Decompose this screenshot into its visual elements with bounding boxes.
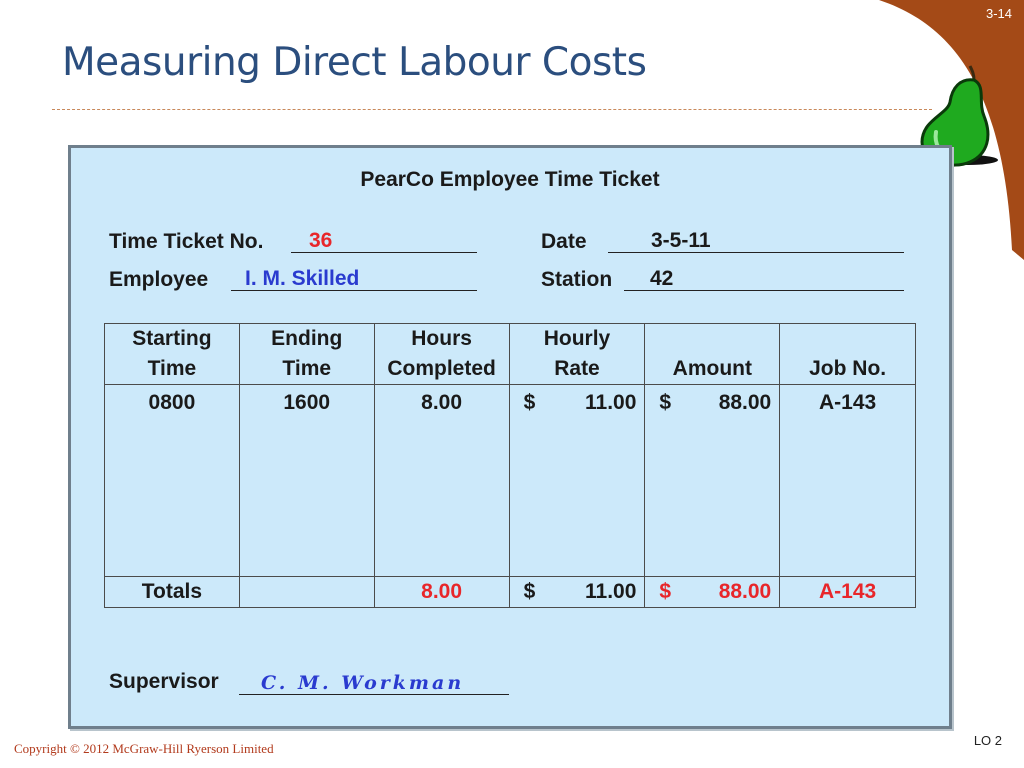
- slide-number: 3-14: [985, 6, 1012, 21]
- date-field: [608, 230, 904, 253]
- ticket-no-label: Time Ticket No.: [109, 230, 264, 253]
- slide-title: Measuring Direct Labour Costs: [62, 40, 647, 85]
- date-value: 3-5-11: [651, 229, 711, 252]
- employee-value: I. M. Skilled: [245, 267, 360, 290]
- totals-rate-value: 11.00: [585, 580, 637, 603]
- totals-hours: 8.00: [374, 577, 509, 608]
- header-job-no: Job No.: [780, 324, 916, 385]
- totals-job: A-143: [780, 577, 916, 608]
- date-label: Date: [541, 230, 587, 253]
- header-hourly-rate: Hourly Rate: [509, 324, 645, 385]
- ticket-title: PearCo Employee Time Ticket: [360, 168, 660, 191]
- station-label: Station: [541, 268, 613, 291]
- time-ticket: [68, 145, 952, 729]
- totals-amount-symbol: $: [659, 580, 672, 603]
- totals-row: [105, 577, 916, 608]
- station-field: [624, 268, 904, 291]
- station-value: 42: [650, 267, 674, 290]
- cell-hours: 8.00: [374, 385, 509, 577]
- supervisor-signature: C. M. Workman: [261, 672, 465, 694]
- supervisor-label: Supervisor: [109, 670, 219, 693]
- totals-rate-symbol: $: [523, 580, 536, 603]
- amount-symbol: $: [659, 391, 672, 414]
- totals-rate: [509, 577, 645, 608]
- cell-end: 1600: [239, 385, 374, 577]
- header-ending-time: Ending Time: [239, 324, 374, 385]
- header-amount: Amount: [645, 324, 780, 385]
- supervisor-field: [239, 668, 509, 695]
- cell-amount: [645, 385, 780, 577]
- cell-job: A-143: [780, 385, 916, 577]
- totals-end: [239, 577, 374, 608]
- totals-amount-value: 88.00: [718, 580, 772, 603]
- ticket-no-field: [291, 230, 477, 253]
- rate-symbol: $: [523, 391, 536, 414]
- header-hours-completed: Hours Completed: [374, 324, 509, 385]
- header-starting-time: Starting Time: [105, 324, 240, 385]
- rate-value: 11.00: [585, 391, 637, 414]
- table-header-row: [105, 324, 916, 385]
- time-ticket-table: [104, 323, 916, 608]
- employee-field: [231, 268, 477, 291]
- cell-rate: [509, 385, 645, 577]
- table-row: [105, 385, 916, 577]
- cell-start: 0800: [105, 385, 240, 577]
- title-divider: [52, 109, 932, 110]
- totals-label: Totals: [105, 577, 240, 608]
- totals-amount: [645, 577, 780, 608]
- employee-label: Employee: [109, 268, 209, 291]
- amount-value: 88.00: [718, 391, 772, 414]
- copyright-footer: Copyright © 2012 McGraw-Hill Ryerson Limited: [14, 741, 274, 756]
- ticket-no-value: 36: [309, 229, 333, 252]
- learning-objective-label: LO 2: [973, 733, 1002, 748]
